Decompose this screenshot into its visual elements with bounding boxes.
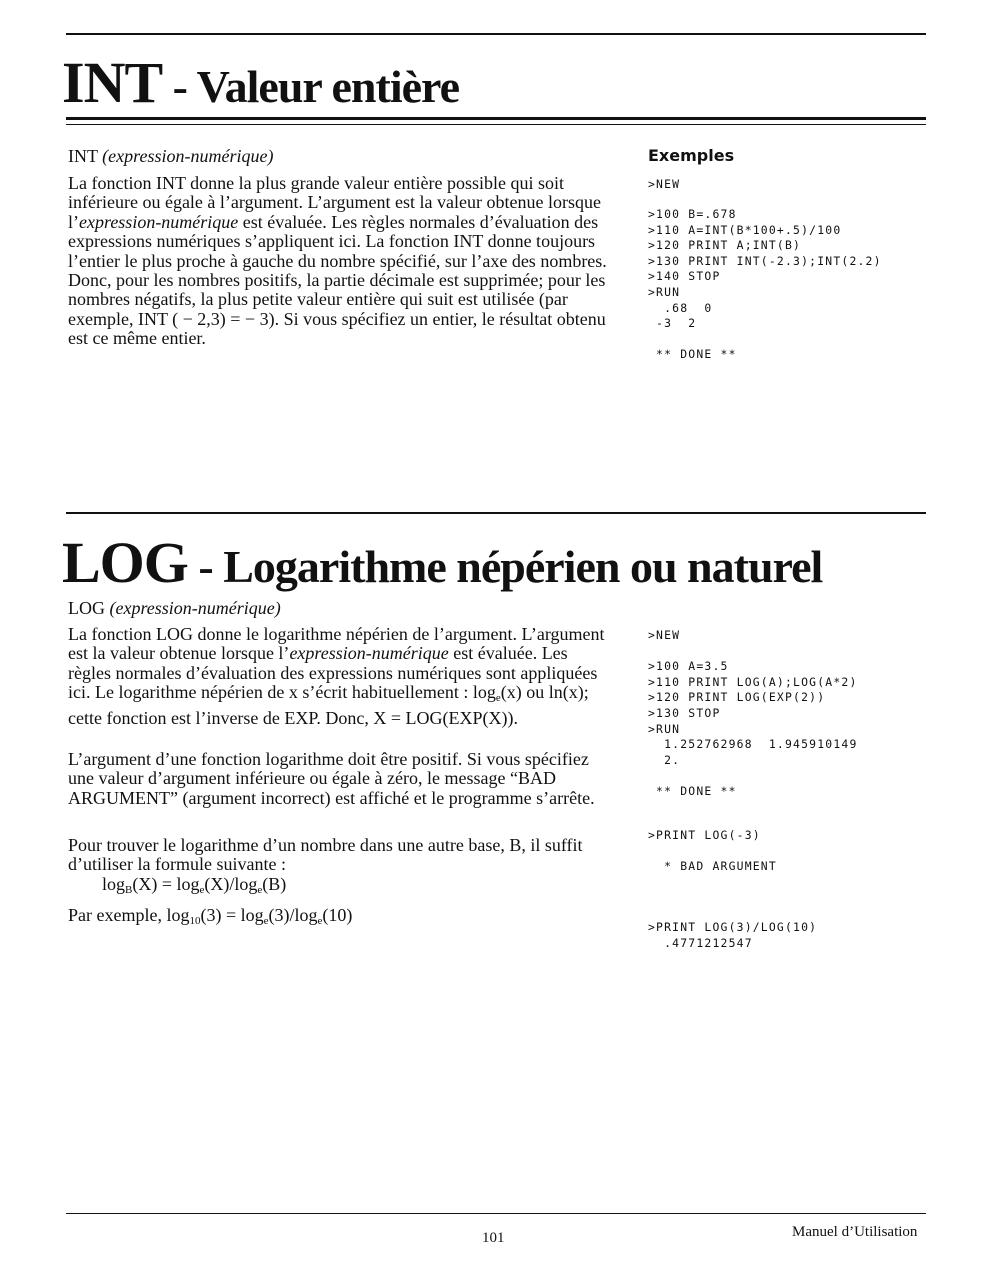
example-mid2: (3)/log [268,905,318,925]
int-title-description: - Valeur entière [162,61,460,112]
log-description-part3: (x) ou ln(x); cette fonction est l’inverse de EXP. Donc, X = LOG(EXP(X)). [68,682,589,728]
log-base-note: Pour trouver le logarithme d’un nombre dans une autre base, B, il suffit d’utiliser la formule suivante : [68,835,583,875]
formula-sub-b: B [125,884,133,896]
formula-sub-e1: e [199,884,205,896]
int-description-emphasis: expression-numérique [79,211,239,232]
log-code-base10: >PRINT LOG(3)/LOG(10) .4771212547 [648,920,818,950]
log-section-title [62,530,822,600]
log-base-formula [102,874,286,896]
example-mid1: (3) = log [200,905,264,925]
int-code-listing: >100 B=.678 >110 A=INT(B*100+.5)/100 >120 PRINT A;INT(B) >130 PRINT INT(-2.3);INT(2.2) >140 STOP >RUN .68 0 -3 2 ** DONE ** [648,207,882,362]
formula-end: (B) [262,874,287,894]
log-title-keyword: LOG [62,530,188,595]
log-title-description: - Logarithme népérien ou naturel [187,541,823,592]
example-end: (10) [322,905,353,925]
log-code-listing: >NEW >100 A=3.5 >110 PRINT LOG(A);LOG(A*2) >120 PRINT LOG(EXP(2)) >130 STOP >RUN 1.252762968 1.945910149 2. ** DONE ** [648,628,858,798]
examples-label: Exemples [648,146,735,165]
top-rule [66,33,926,35]
example-sub-e1: e [263,915,269,927]
page-number: 101 [482,1230,505,1246]
footer-rule [66,1213,926,1214]
manual-title: Manuel d’Utilisation [792,1224,918,1240]
log-description [68,625,613,728]
int-heading-rule-thin [66,124,926,125]
log-syntax-keyword: LOG [68,598,105,618]
int-syntax-keyword: INT [68,146,98,166]
example-sub-e2: e [317,915,323,927]
formula-sub-e2: e [257,884,263,896]
log-argument-note: L’argument d’une fonction logarithme doit être positif. Si vous spécifiez une valeur d’argument inférieure ou égale à zéro, le message “BAD ARGUMENT” (argument incorrect) est affiché et le programme s’arrête. [68,749,595,808]
int-syntax-argument: (expression-numérique) [102,146,274,166]
int-description-part1: La fonction INT donne la plus grande valeur entière possible qui soit inférieure ou égale à l’argument. L’argument est la valeur obtenue lorsque l’ [68,173,601,232]
int-heading-rule-thick [66,117,926,120]
int-code-new: >NEW [648,177,681,191]
int-description-part2: est évaluée. Les règles normales d’évaluation des expressions numériques s’appliquent ici. La fonction INT donne toujours l’entier le plus proche à gauche du nombre spécifié, sur l’axe des nombres. Donc, pour les nombres positifs, la partie décimale est supprimée; pour les nombres négatifs, la plus petite valeur entière qui suit est utilisée (par exemple, INT ( − 2,3) = − 3). Si vous spécifiez un entier, le résultat obtenu est ce même entier. [68,211,607,349]
formula-log: log [102,874,126,894]
log-description-part2: est évaluée. Les règles normales d’évaluation des expressions numériques sont appliquées ici. Le logarithme népérien de x s’écrit habituellement : [68,643,598,703]
log-syntax-argument: (expression-numérique) [109,598,281,618]
example-prefix: Par exemple, log [68,905,190,925]
log-code-bad-argument: >PRINT LOG(-3) * BAD ARGUMENT [648,828,777,874]
log-description-emphasis: expression-numérique [289,643,449,664]
formula-mid2: (X)/log [204,874,258,894]
int-section-title [62,50,459,120]
int-description [68,174,618,349]
formula-mid1: (X) = log [132,874,200,894]
log-example-formula [68,905,352,927]
int-syntax [68,146,273,167]
example-sub-10: 10 [189,915,201,927]
middle-rule [66,512,926,514]
int-title-keyword: INT [62,50,163,115]
log-description-subscript: e [495,692,501,705]
log-description-log: log [472,682,496,703]
log-description-part1: La fonction LOG donne le logarithme népérien de l’argument. L’argument est la valeur obtenue lorsque l’ [68,624,605,664]
log-syntax [68,598,281,619]
